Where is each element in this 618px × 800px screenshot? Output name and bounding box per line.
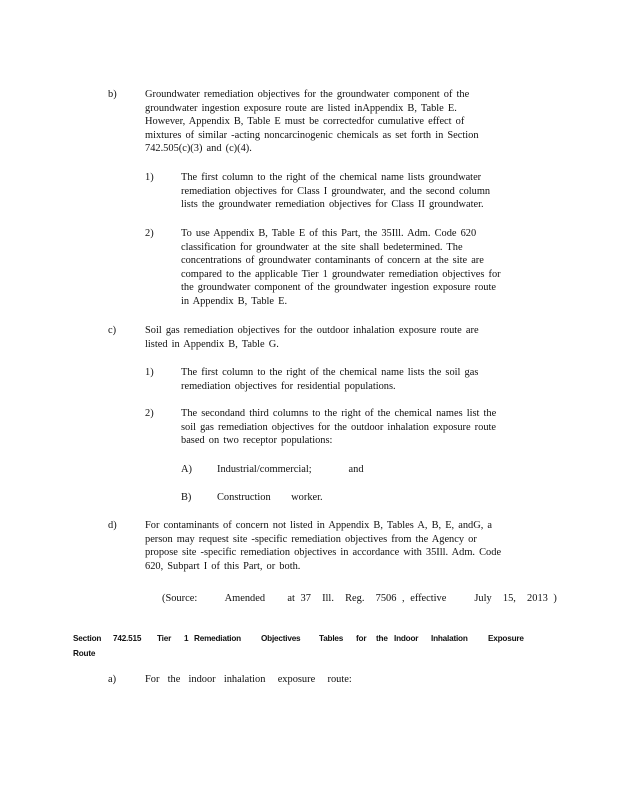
text-line: in Appendix B, Table E. (181, 295, 288, 307)
text-line: mixtures of similar -acting noncarcinogenic chemicals as set forth in Section (145, 129, 479, 141)
heading-word: Tier (157, 634, 172, 643)
heading-word: Exposure (488, 634, 524, 643)
heading-second-line: Route (73, 649, 96, 658)
text-line: soil gas remediation objectives for the outdoor inhalation exposure route (181, 421, 497, 433)
heading-word: Tables (319, 634, 344, 643)
text-line: compared to the applicable Tier 1 groundwater remediation objectives for (181, 268, 501, 280)
section-d-label: d) (108, 520, 117, 531)
section-a-text: For the indoor inhalation exposure route: (145, 674, 352, 685)
heading-word: Remediation (194, 634, 241, 643)
heading-word: for (356, 634, 367, 643)
heading-word: the (376, 634, 388, 643)
text-line: the groundwater component of the groundwater ingestion exposure route (181, 282, 496, 294)
section-b-text (145, 88, 505, 156)
section-c-item-1-text (181, 366, 511, 393)
text-line: concentrations of groundwater contaminants of concern at the site are (181, 255, 484, 267)
section-b-label: b) (108, 89, 117, 100)
heading-word: Indoor (394, 634, 419, 643)
section-c-subitem-a-text: Industrial/commercial; and (217, 464, 364, 475)
text-line: listed in Appendix B, Table G. (145, 338, 279, 350)
heading-word: Section (73, 634, 102, 643)
text-line: Groundwater remediation objectives for the groundwater component of the (145, 89, 470, 100)
heading-word: Objectives (261, 634, 301, 643)
text-line: based on two receptor populations: (181, 435, 333, 447)
section-b-item-2-text (181, 227, 536, 309)
text-line: The secondand third columns to the right of the chemical names list the (181, 408, 497, 419)
text-line: remediation objectives for Class I groundwater, and the second column (181, 185, 491, 197)
section-c-item-1-label: 1) (145, 367, 154, 378)
text-line: propose site -specific remediation objectives in accordance with 35Ill. Adm. Code (145, 547, 502, 559)
section-c-label: c) (108, 325, 117, 336)
heading-word: 742.515 (113, 634, 142, 643)
text-line: lists the groundwater remediation objectives for Class II groundwater. (181, 199, 484, 211)
text-line: To use Appendix B, Table E of this Part, the 35Ill. Adm. Code 620 (181, 228, 477, 239)
text-line: person may request site -specific remediation objectives from the Agency or (145, 533, 477, 545)
heading-word: Inhalation (431, 634, 468, 643)
source-note: (Source: Amended at 37 Ill. Reg. 7506 , effective July 15, 2013 ) (162, 593, 557, 604)
text-line: The first column to the right of the chemical name lists the soil gas (181, 367, 479, 378)
text-line: remediation objectives for residential populations. (181, 380, 396, 392)
section-c-item-2-label: 2) (145, 408, 154, 419)
heading-word: 1 (184, 634, 189, 643)
text-line: Soil gas remediation objectives for the outdoor inhalation exposure route are (145, 325, 479, 336)
text-line: groundwater ingestion exposure route are listed inAppendix B, Table E. (145, 102, 457, 114)
section-b-item-1-label: 1) (145, 172, 154, 183)
section-c-subitem-a-label: A) (181, 464, 192, 475)
section-b-item-1-text (181, 171, 521, 212)
text-line: The first column to the right of the chemical name lists groundwater (181, 172, 482, 183)
text-line: However, Appendix B, Table E must be correctedfor cumulative effect of (145, 116, 465, 128)
section-c-subitem-b-label: B) (181, 492, 192, 503)
text-line: classification for groundwater at the site shall bedetermined. The (181, 241, 463, 253)
text-line: For contaminants of concern not listed in Appendix B, Tables A, B, E, andG, a (145, 520, 493, 531)
text-line: 620, Subpart I of this Part, or both. (145, 560, 301, 572)
section-c-subitem-b-text: Construction worker. (217, 492, 323, 503)
section-b-item-2-label: 2) (145, 228, 154, 239)
section-c-item-2-text (181, 407, 531, 448)
text-line: 742.505(c)(3) and (c)(4). (145, 143, 252, 155)
section-d-text (145, 519, 525, 573)
section-c-text (145, 324, 515, 351)
section-a-label: a) (108, 674, 117, 685)
